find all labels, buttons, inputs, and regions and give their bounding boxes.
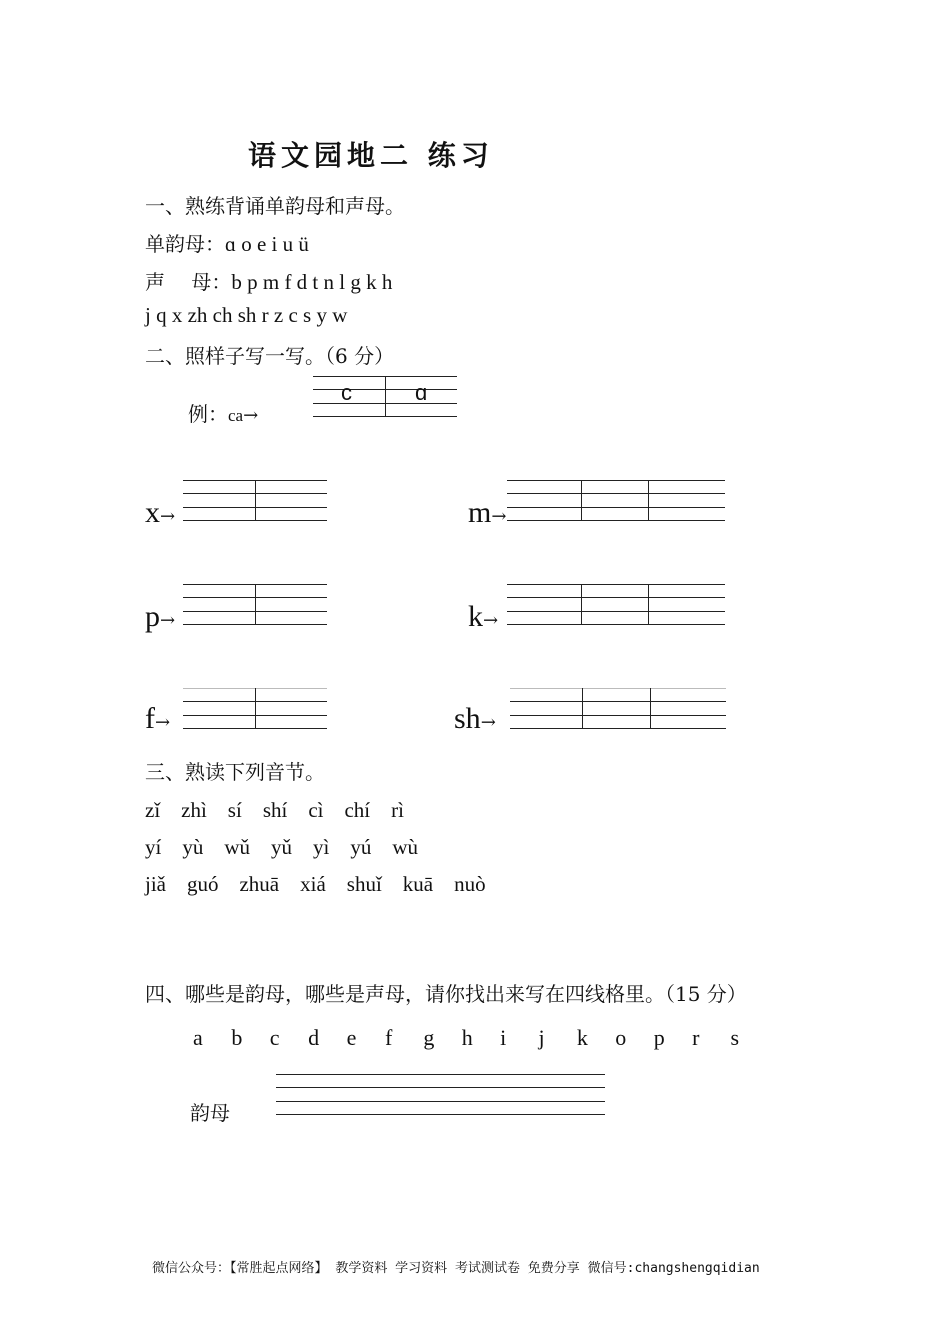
item-x [145, 496, 175, 530]
letter: a [193, 1025, 203, 1050]
item-x-arrow: → [160, 506, 176, 527]
letter: f [384, 1025, 393, 1050]
item-k-letter: k [468, 600, 483, 633]
initials-list-1: b p m f d t n l g k h [231, 270, 393, 294]
initials-row [145, 266, 392, 295]
example-arrow: → [243, 405, 259, 426]
letter: d [308, 1025, 320, 1050]
letter: s [730, 1025, 740, 1050]
section2-heading: 二、照样子写一写。（6 分） [145, 344, 395, 368]
letter: g [423, 1025, 435, 1050]
letter: b [231, 1025, 243, 1050]
item-x-letter: x [145, 496, 160, 529]
letter: k [576, 1025, 588, 1050]
initials-label: 声 母： [145, 270, 232, 294]
item-f-arrow: → [155, 712, 171, 733]
item-sh-letter: sh [454, 702, 481, 735]
footer-note: 微信公众号：【常胜起点网络】 教学资料 学习资料 考试测试卷 免费分享 微信号:changshengqidian [152, 1261, 760, 1276]
item-m-letter: m [468, 496, 492, 529]
item-sh [454, 702, 496, 736]
item-sh-arrow: → [480, 712, 496, 733]
letter: p [653, 1025, 665, 1050]
example-grid [313, 376, 457, 416]
item-p-letter: p [145, 600, 160, 633]
syllable-row-2: yí yù wǔ yǔ yì yú wù [145, 835, 418, 859]
vowel-row-label: 韵母 [190, 1101, 230, 1125]
item-m-arrow: → [491, 506, 507, 527]
section1-heading: 一、熟练背诵单韵母和声母。 [145, 194, 405, 218]
example-label: 例： [188, 402, 228, 426]
item-p-arrow: → [160, 610, 176, 631]
vowels-label: 单韵母： [145, 232, 225, 256]
item-k-arrow: → [483, 610, 499, 631]
vowels-row [145, 228, 309, 257]
item-f [145, 702, 170, 736]
item-k-grid[interactable] [507, 584, 725, 624]
letter: r [692, 1025, 700, 1050]
section4-heading: 四、哪些是韵母，哪些是声母，请你找出来写在四线格里。（15 分） [145, 982, 747, 1006]
item-p [145, 600, 175, 634]
item-m [468, 496, 506, 530]
letter: j [538, 1025, 545, 1050]
example-row [188, 398, 258, 427]
letter-list [193, 1025, 769, 1051]
letter: c [269, 1025, 280, 1050]
item-k [468, 600, 498, 634]
letter: h [461, 1025, 473, 1050]
item-sh-grid[interactable] [510, 688, 726, 728]
section3-heading: 三、熟读下列音节。 [145, 760, 325, 784]
syllable-row-1: zǐ zhì sí shí cì chí rì [145, 798, 404, 822]
initials-list-2: j q x zh ch sh r z c s y w [145, 303, 348, 327]
item-x-grid[interactable] [183, 480, 327, 520]
item-p-grid[interactable] [183, 584, 327, 624]
example-glyph: ca [228, 406, 244, 425]
example-cell-2: ɑ [415, 380, 428, 405]
vowel-answer-grid[interactable] [276, 1074, 605, 1114]
item-f-letter: f [145, 702, 155, 735]
example-cell-1: c [341, 380, 352, 405]
letter: i [500, 1025, 507, 1050]
letter: e [346, 1025, 357, 1050]
item-m-grid[interactable] [507, 480, 725, 520]
syllable-row-3: jiǎ guó zhuā xiá shuǐ kuā nuò [145, 872, 486, 896]
vowels-list: ɑ o e i u ü [225, 232, 309, 256]
page-title: 语文园地二 练习 [248, 139, 494, 172]
letter: o [615, 1025, 627, 1050]
item-f-grid[interactable] [183, 688, 327, 728]
